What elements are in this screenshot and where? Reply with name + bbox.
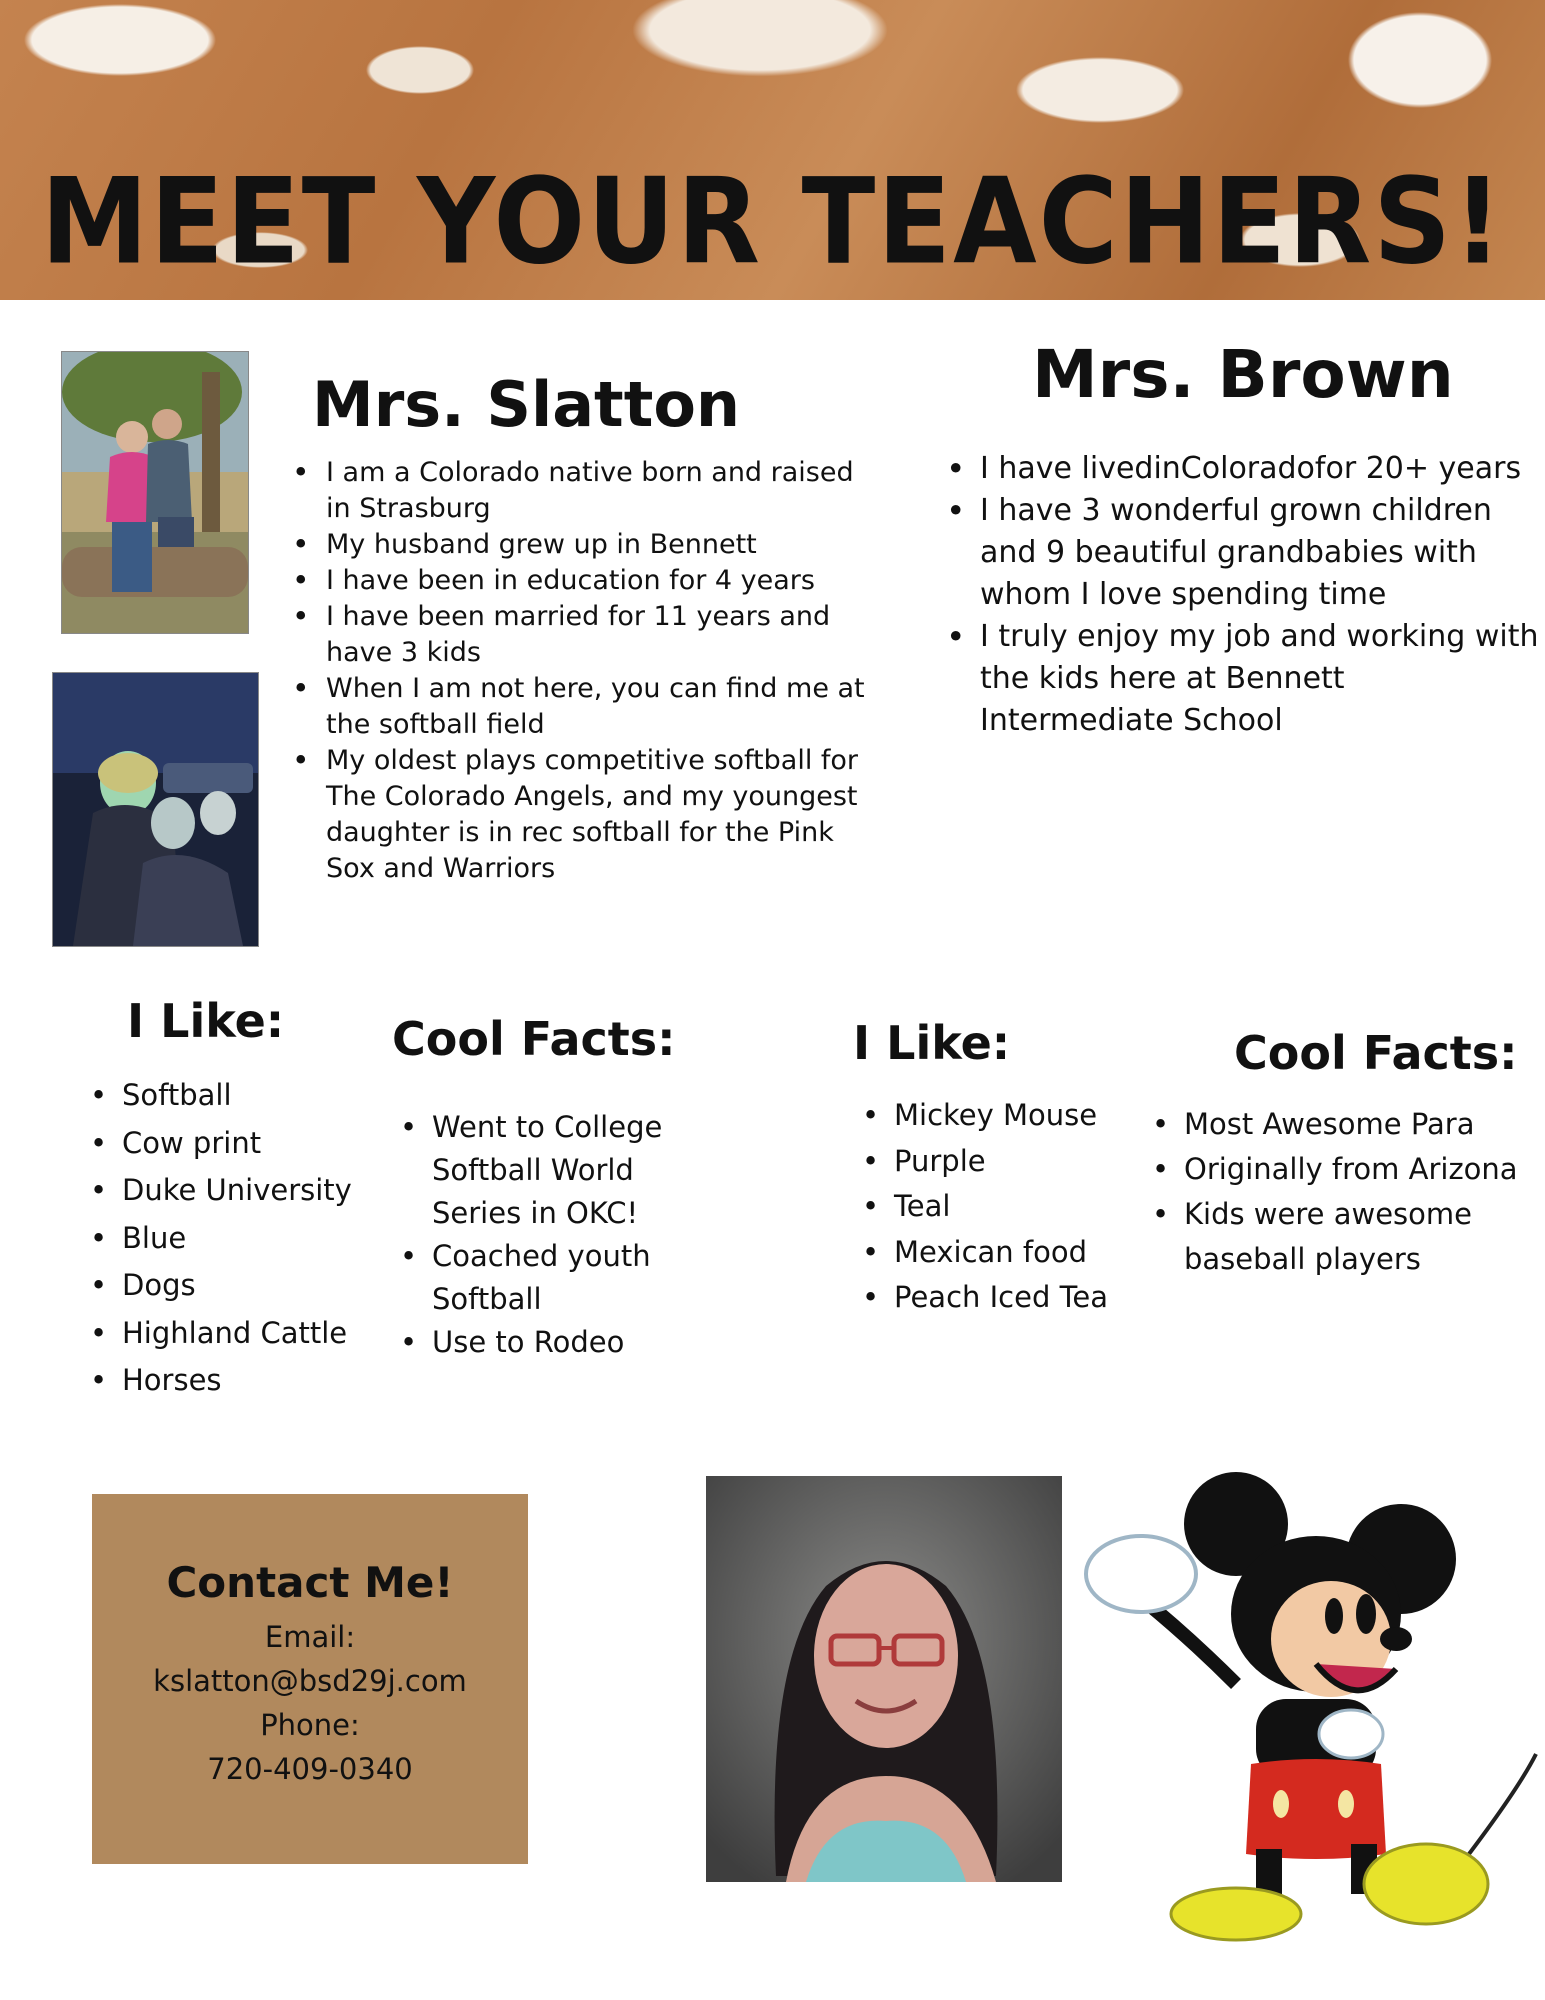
list-item: • Use to Rodeo	[432, 1321, 732, 1364]
contact-card	[92, 1494, 528, 1864]
list-item: • Kids were awesome baseball players	[1184, 1192, 1545, 1282]
phone-label: Phone:	[260, 1708, 360, 1742]
list-item: • My husband grew up in Bennett	[326, 527, 866, 563]
slatton-name: Mrs. Slatton	[312, 368, 741, 441]
list-item: • Originally from Arizona	[1184, 1147, 1545, 1192]
list-item: • Highland Cattle	[122, 1310, 422, 1358]
brown-cool-facts-list	[1152, 1102, 1545, 1282]
slatton-likes-title: I Like:	[127, 994, 285, 1048]
brown-facts-list	[946, 448, 1540, 742]
list-item: • Coached youth Softball	[432, 1235, 732, 1321]
list-item: • When I am not here, you can find me at the softball field	[326, 671, 866, 743]
list-item: • I have been married for 11 years and have 3 kids	[326, 599, 866, 671]
list-item: • My oldest plays competitive softball for The Colorado Angels, and my youngest daughter is in rec softball for the Pink Sox and Warriors	[326, 743, 866, 887]
brown-name: Mrs. Brown	[1032, 336, 1454, 413]
list-item: • Duke University	[122, 1167, 422, 1215]
list-item: • I have been in education for 4 years	[326, 563, 866, 599]
list-item: • Blue	[122, 1215, 422, 1263]
list-item: • Purple	[894, 1139, 1194, 1185]
slatton-likes-list	[90, 1072, 422, 1405]
brown-cool-facts-title: Cool Facts:	[1234, 1026, 1518, 1080]
email-link[interactable]: kslatton@bsd29j.com	[153, 1664, 467, 1698]
contact-title: Contact Me!	[166, 1558, 454, 1607]
list-item: • I am a Colorado native born and raised in Strasburg	[326, 455, 866, 527]
list-item: • Most Awesome Para	[1184, 1102, 1545, 1147]
brown-likes-title: I Like:	[853, 1016, 1011, 1070]
list-item: • Peach Iced Tea	[894, 1275, 1194, 1321]
slatton-cool-facts-title: Cool Facts:	[392, 1012, 676, 1066]
list-item: • Horses	[122, 1357, 422, 1405]
brown-portrait-photo	[706, 1476, 1062, 1882]
list-item: • Mexican food	[894, 1230, 1194, 1276]
slatton-family-photo	[61, 351, 249, 634]
header-banner	[0, 0, 1545, 300]
list-item: • I truly enjoy my job and working with the kids here at Bennett Intermediate School	[980, 616, 1540, 742]
list-item: • Cow print	[122, 1120, 422, 1168]
slatton-cool-facts-list	[400, 1106, 732, 1364]
list-item: • I have 3 wonderful grown children and 9 beautiful grandbabies with whom I love spending time	[980, 490, 1540, 616]
mickey-mouse-illustration	[1066, 1464, 1545, 1944]
phone-number[interactable]: 720-409-0340	[207, 1752, 413, 1786]
page-title: MEET YOUR TEACHERS!	[40, 153, 1505, 292]
email-label: Email:	[264, 1620, 356, 1654]
list-item: • Teal	[894, 1184, 1194, 1230]
list-item: • Dogs	[122, 1262, 422, 1310]
list-item: • Mickey Mouse	[894, 1093, 1194, 1139]
slatton-facts-list	[292, 455, 866, 887]
list-item: • Went to College Softball World Series in OKC!	[432, 1106, 732, 1235]
slatton-kids-photo	[52, 672, 259, 947]
list-item: • I have livedinColoradofor 20+ years	[980, 448, 1540, 490]
brown-likes-list	[862, 1093, 1194, 1321]
list-item: • Softball	[122, 1072, 422, 1120]
